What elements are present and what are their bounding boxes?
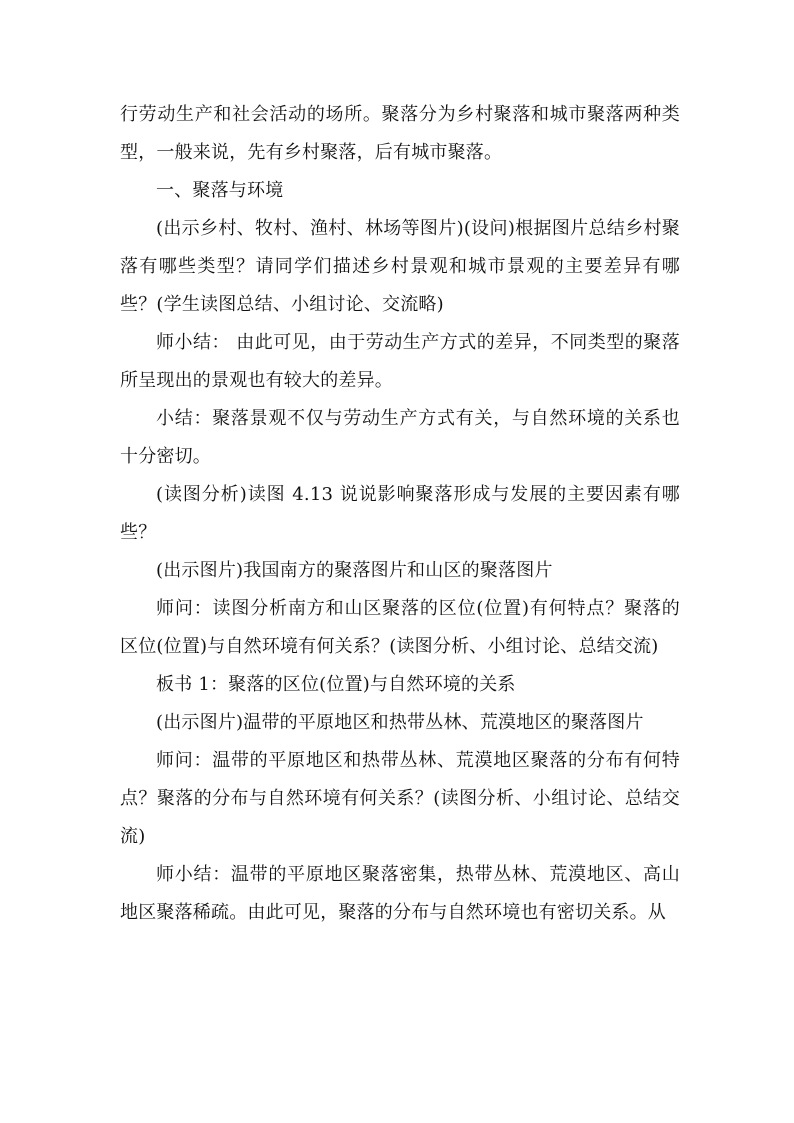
paragraph-12: 师小结：温带的平原地区聚落密集，热带丛林、荒漠地区、高山地区聚落稀疏。由此可见，聚落的分布与自然环境也有密切关系。从 — [120, 864, 680, 923]
section-heading: 一、聚落与环境 — [156, 180, 284, 201]
paragraph-10: (出示图片)温带的平原地区和热带丛林、荒漠地区的聚落图片 — [156, 712, 644, 733]
paragraph-5: 小结：聚落景观不仅与劳动生产方式有关，与自然环境的关系也十分密切。 — [120, 408, 680, 467]
paragraph-1: 行劳动生产和社会活动的场所。聚落分为乡村聚落和城市聚落两种类型，一般来说，先有乡村聚落，后有城市聚落。 — [120, 104, 680, 163]
paragraph-7: (出示图片)我国南方的聚落图片和山区的聚落图片 — [156, 560, 553, 581]
paragraph-9: 板书 1：聚落的区位(位置)与自然环境的关系 — [156, 674, 516, 695]
paragraph-4: 师小结： 由此可见，由于劳动生产方式的差异，不同类型的聚落所呈现出的景观也有较大的差异。 — [120, 332, 680, 391]
paragraph-11: 师问：温带的平原地区和热带丛林、荒漠地区聚落的分布有何特点？聚落的分布与自然环境有何关系？(读图分析、小组讨论、总结交流) — [120, 750, 680, 847]
paragraph-8: 师问：读图分析南方和山区聚落的区位(位置)有何特点？聚落的区位(位置)与自然环境有何关系？(读图分析、小组讨论、总结交流) — [120, 598, 680, 657]
body-text — [120, 96, 680, 932]
paragraph-6: (读图分析)读图 4.13 说说影响聚落形成与发展的主要因素有哪些？ — [120, 484, 680, 543]
paragraph-3: (出示乡村、牧村、渔村、林场等图片)(设问)根据图片总结乡村聚落有哪些类型？请同学们描述乡村景观和城市景观的主要差异有哪些？(学生读图总结、小组讨论、交流略) — [120, 218, 680, 315]
